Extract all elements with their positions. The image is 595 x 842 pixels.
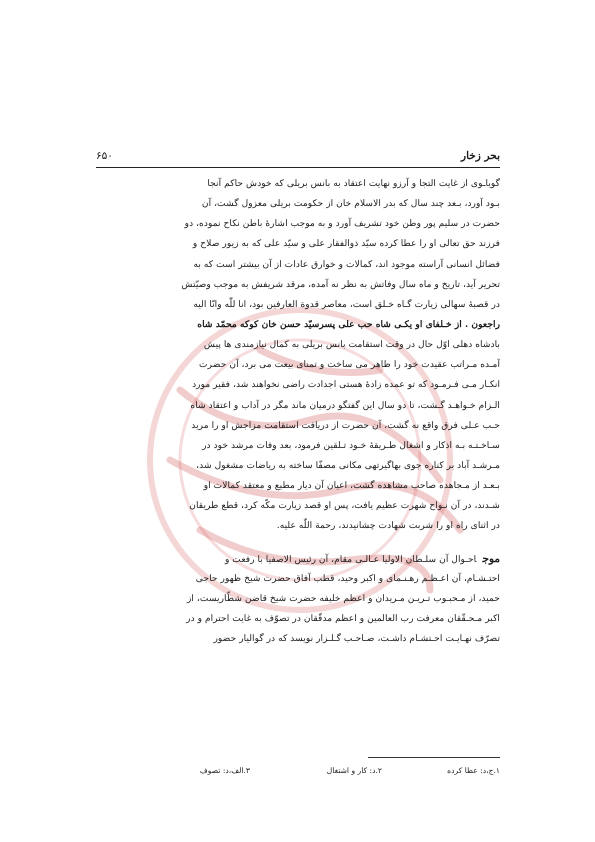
text-line: حـب عـلی فرق واقع نه گشت، آن حضرت از دریافت استقامت مزاجش او را مرید — [191, 419, 500, 431]
main-text — [96, 174, 500, 649]
text-line: حمید، از مـحبـوب تـریـن مـریدان و اعظم خلیفه حضرت شیخ قاضن شطّاریست، از — [186, 592, 500, 604]
text-line: بـعـد از مـجاهده صاحب مشاهده گشت، اعیان آن دیار مطیع و معتقد کمالات او — [203, 480, 500, 492]
paragraph-1 — [96, 174, 500, 537]
text-line: راجعون . از خـلفای او یکـی شاه حب علی پسرسیّد حسن خان کوکه محمّد شاه — [197, 318, 500, 330]
text-line: آمـده مـراتب عقیدت خود را ظاهر می ساخت و تمنای بیعت می برد، آن حضرت — [199, 359, 500, 371]
text-line: انکـار مـی فـرمـود که تو عمده زادهٔ هستی اجدادت راضی نخواهند شد، فقیر مورد — [192, 379, 500, 391]
footnote-3: ۳.الف،د: تصوف — [199, 766, 250, 775]
text-line: احـوال آن سلـطان الاولیا عـالـی مقام، آن رئیس الاصفیا با رفعت و — [224, 553, 477, 565]
paragraph-gap — [96, 537, 500, 549]
text-line: مـرشـد آباد بر کناره جوی بهاگیرتهی مکانی مصفّا ساخته به ریاضات مشغول شد، — [196, 459, 500, 471]
text-line: الـزام خـواهـد گـشت، تا دو سال این گفتگو درمیان ماند مگر در آداب و اعتقاد شاه — [190, 399, 500, 411]
text-line-with-entry-head — [96, 549, 500, 569]
text-line: حضرت در سلیم پور وطن خود تشریف آورد و به موجب اشارهٔ باطن نکاح نموده، دو — [184, 218, 500, 230]
text-line: بادشاه دهلی اوّل حال در وقت استقامت بانس بریلی به کمال نیازمندی ها پیش — [203, 339, 500, 351]
running-title: بحر زخار — [461, 150, 500, 162]
page-header — [96, 149, 500, 163]
footnote-rule — [368, 757, 500, 758]
header-rule — [96, 167, 500, 168]
footnote-2: ۲.د: کار و اشتغال — [326, 766, 382, 775]
text-line: فرزند حق تعالی او را عطا کرده سیّد ذوالفقار علی و سیّد علی که به زیور صلاح و — [192, 238, 500, 250]
entry-heading: موج — [482, 552, 500, 565]
footnote-1: ۱.ج،د: عطا کرده — [447, 766, 500, 775]
footnotes — [170, 764, 500, 778]
text-line: در اثنای راه او را شربت شهادت چشانیدند، رحمة اللّٰه علیه. — [276, 520, 500, 532]
text-line: تصرّف نهـایـت احـتشـام داشـت، صـاحـب گـلـزار نویسد که در گوالیار حضور — [213, 633, 500, 645]
text-line: تحریر آید، تاریخ و ماه سال وفاتش به نظر نه آمده، مرقد شریفش به موجب وصیّتش — [181, 278, 500, 290]
text-line: اکبر مـحـقّقان معرفت رب العالمین و اعظم مدقّقان در تصوّف به غایت احترام و در — [186, 612, 500, 624]
text-line: احتـشـام، آن اعـظـم رهـنـمای و اکبر وحید، قطب آفاق حضرت شیخ ظهور حاجی — [195, 572, 500, 584]
text-line: در قصبهٔ سهالی زیارت گـاه خـلق است، معاصر قدوة العارفین بود، انا للّٰه وانّا الیه — [193, 298, 500, 310]
text-line: گویا‌ـوی از غایت التجا و آرزو نهایت اعتقاد به بانس بریلی که خودش حاکم آنجا — [207, 178, 500, 189]
paragraph-2 — [96, 549, 500, 650]
text-line: سـاخـتـه بـه اذکار و اشغال طـریقهٔ خـود تـلقین فرمود، بعد وفات مرشد خود در — [202, 439, 500, 451]
text-line: بـود آورد، بـعد چند سال که بدر الاسلام خان از حکومت بریلی معزول گشت، آن — [201, 198, 500, 210]
text-line: فضائل انسانی آراسته موجود اند، کمالات و خوارق عادات از آن بیشتر است که به — [193, 258, 500, 270]
page-number: ۶۵۰ — [96, 150, 113, 162]
text-line: شـدند، در آن نـواح شهرت عظیم یافت، پس او قصد زیارت مکّه کرد، قطع طریقان — [189, 500, 500, 512]
